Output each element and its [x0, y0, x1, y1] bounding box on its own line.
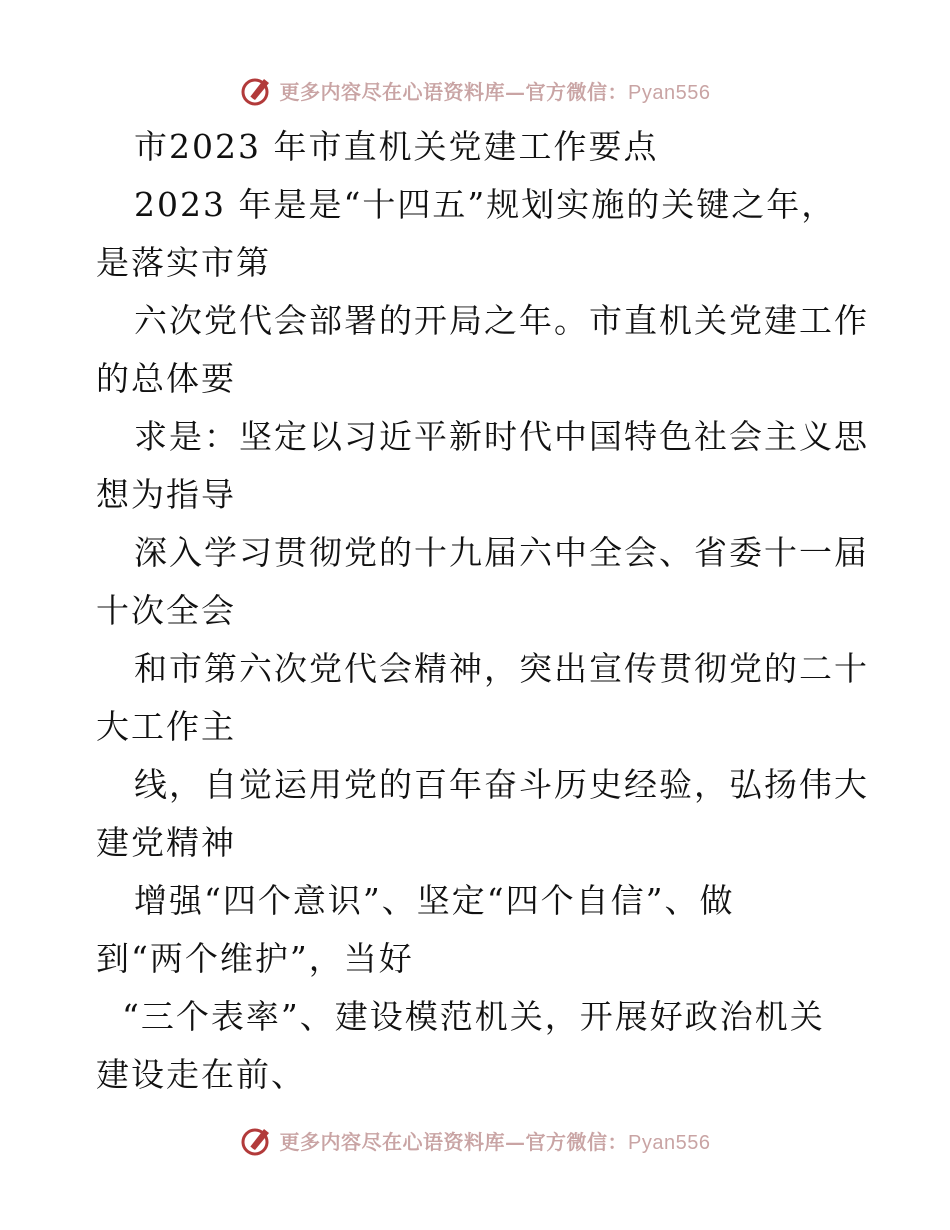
- doc-line: 的总体要: [96, 359, 236, 398]
- watermark-wechat-id: Pyan556: [628, 81, 711, 104]
- doc-line: 想为指导: [96, 475, 236, 514]
- pen-nib-logo-icon: [240, 73, 274, 107]
- doc-line: 到“两个维护”，当好: [96, 939, 414, 978]
- doc-line: 求是：坚定以习近平新时代中国特色社会主义思: [134, 417, 869, 456]
- doc-line: 增强“四个意识”、坚定“四个自信”、做: [134, 881, 735, 920]
- doc-line: 深入学习贯彻党的十九届六中全会、省委十一届: [134, 533, 869, 572]
- watermark-text: 更多内容尽在心语资料库—官方微信：Pyan556: [279, 1129, 711, 1154]
- doc-line: 建党精神: [96, 823, 236, 862]
- doc-line: 是落实市第: [96, 243, 271, 282]
- watermark-wechat-id: Pyan556: [628, 1131, 711, 1154]
- doc-line: 建设走在前、: [96, 1055, 306, 1094]
- footer-watermark: [0, 1120, 950, 1160]
- document-body: [96, 118, 869, 1104]
- header-watermark: [0, 70, 950, 110]
- doc-title: 市2023 年市直机关党建工作要点: [134, 127, 659, 166]
- doc-line: “三个表率”、建设模范机关，开展好政治机关: [122, 997, 825, 1036]
- doc-line: 十次全会: [96, 591, 236, 630]
- pen-nib-logo-icon: [240, 1123, 274, 1157]
- watermark-text: 更多内容尽在心语资料库—官方微信：Pyan556: [279, 79, 711, 104]
- doc-line: 线，自觉运用党的百年奋斗历史经验，弘扬伟大: [134, 765, 869, 804]
- doc-line: 大工作主: [96, 707, 236, 746]
- doc-line: 和市第六次党代会精神，突出宣传贯彻党的二十: [134, 649, 869, 688]
- doc-line: 六次党代会部署的开局之年。市直机关党建工作: [134, 301, 869, 340]
- doc-line: 2023 年是是“十四五”规划实施的关键之年，: [134, 185, 837, 224]
